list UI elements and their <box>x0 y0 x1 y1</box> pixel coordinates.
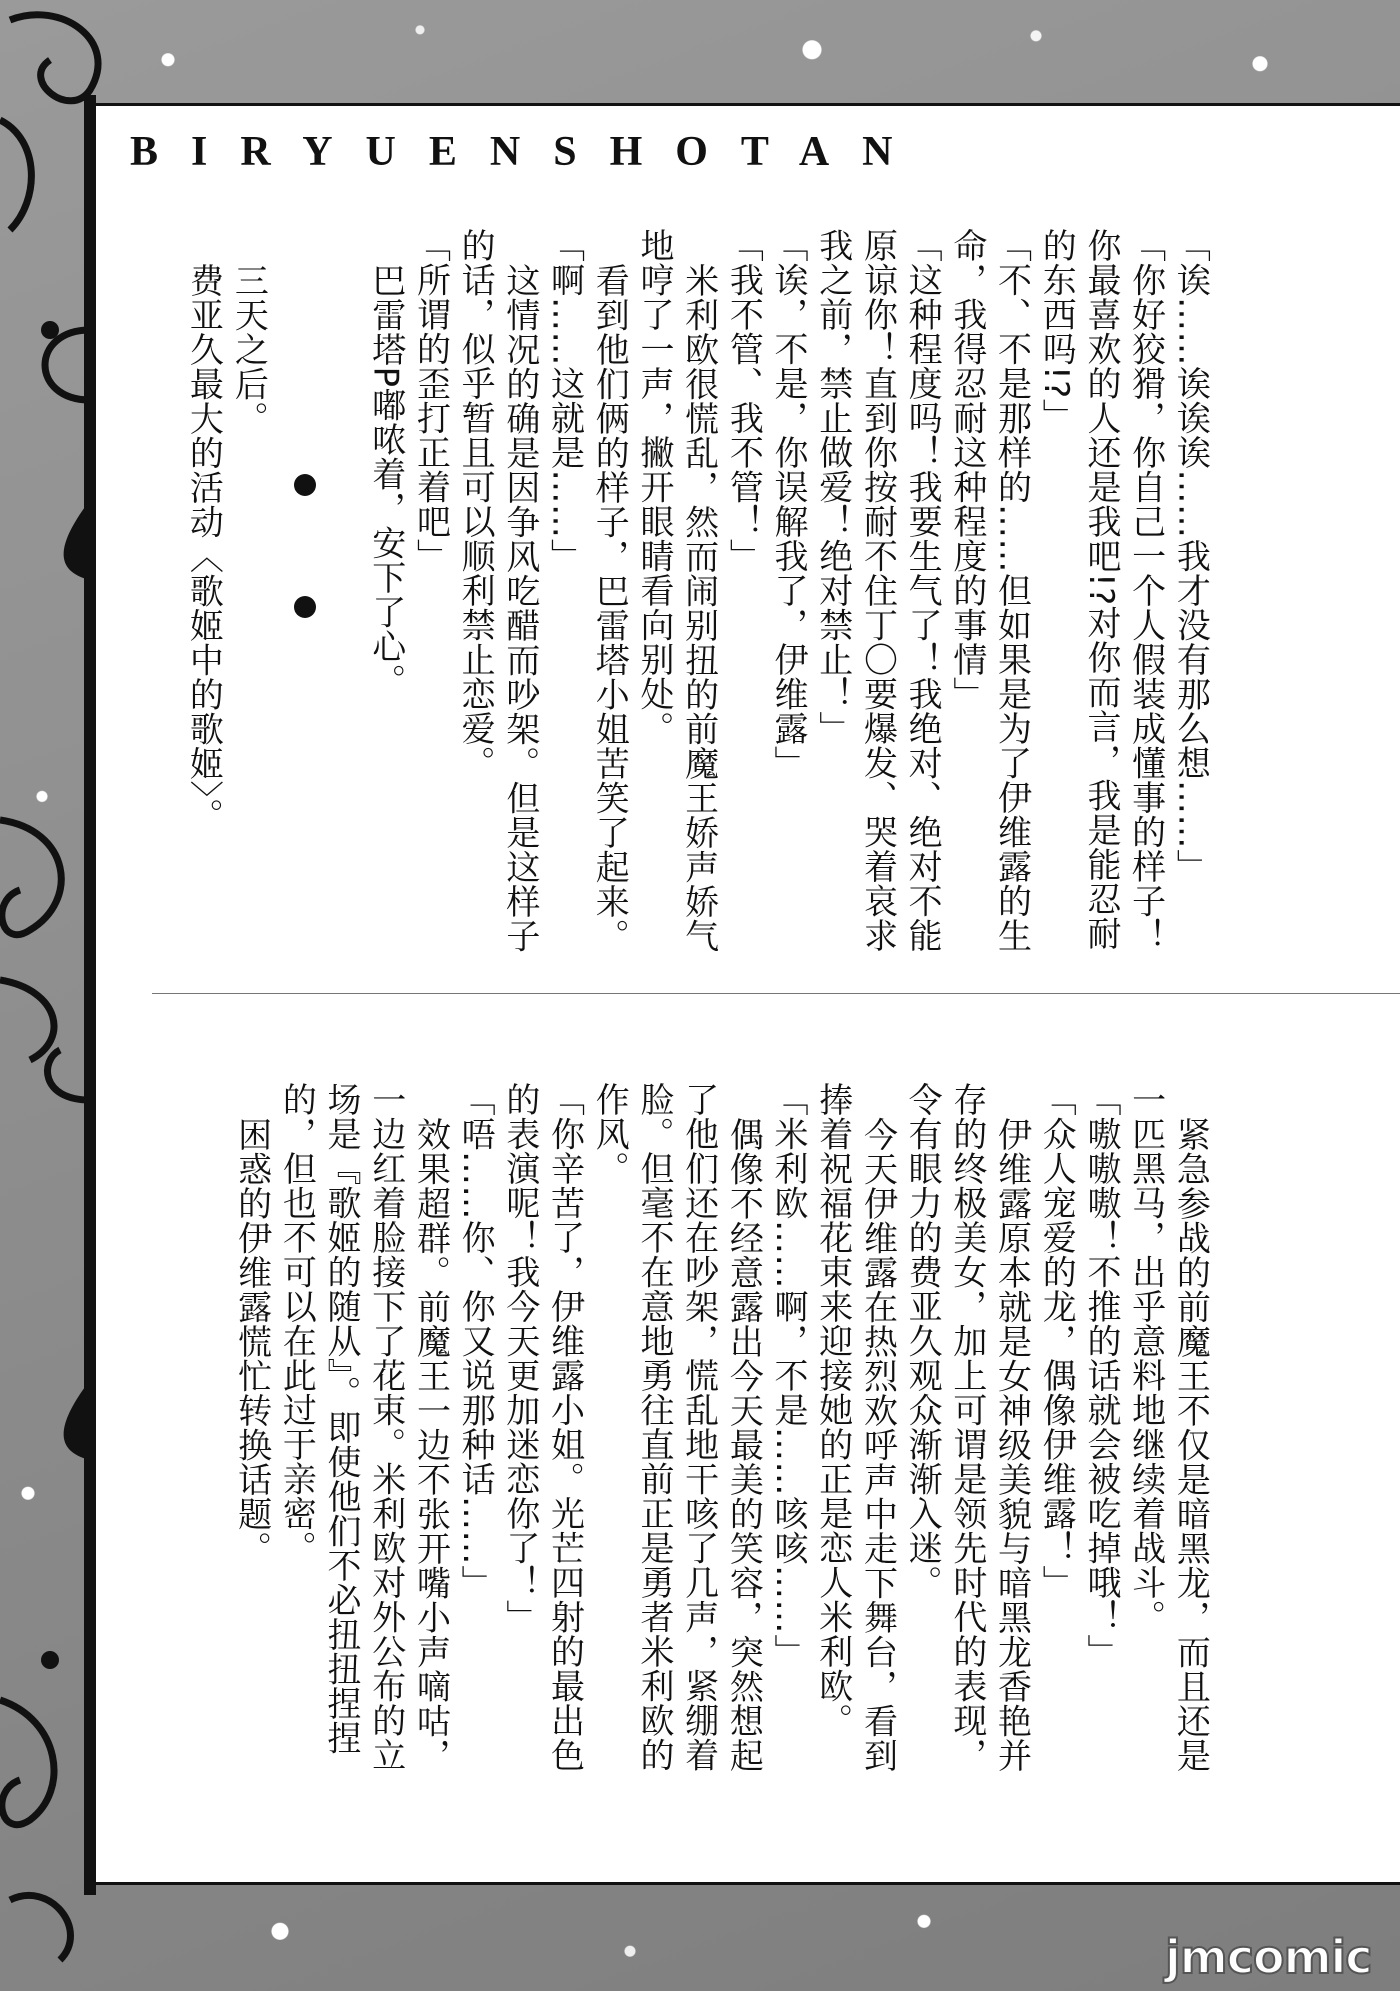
text-column: 三天之后。 <box>228 263 269 436</box>
text-column: 令有眼力的费亚久观众渐渐入迷。 <box>902 1082 943 1600</box>
text-column: 命，我得忍耐这种程度的事情」 <box>946 228 987 711</box>
page-border-bar <box>84 95 96 1895</box>
text-column: 「诶……诶诶诶……我才没有那么想……」 <box>1170 228 1211 884</box>
text-column: 存的终极美女，加上可谓是领先时代的表现， <box>946 1082 987 1772</box>
text-column: 的话，似乎暂且可以顺利禁止恋爱。 <box>455 228 496 780</box>
text-column: 「啊……这就是……」 <box>544 228 585 573</box>
watermark: jmcomic <box>1165 1930 1372 1984</box>
text-column: 作风。 <box>589 1082 630 1186</box>
text-column: 「这种程度吗！我要生气了！我绝对、绝对不能 <box>902 228 943 953</box>
text-column: 的，但也不可以在此过于亲密。 <box>276 1082 317 1565</box>
text-column: 「唔……你、你又说那种话……」 <box>455 1082 496 1600</box>
text-column: 「我不管、我不管！」 <box>723 228 764 573</box>
text-column: 偶像不经意露出今天最美的笑容，突然想起 <box>723 1117 764 1773</box>
text-column: 「所谓的歪打正着吧」 <box>410 228 451 573</box>
text-column: 米利欧很慌乱，然而闹别扭的前魔王娇声娇气 <box>678 263 719 953</box>
scene-break-dot <box>294 474 316 496</box>
text-column: 脸。但毫不在意地勇往直前正是勇者米利欧的 <box>633 1082 674 1772</box>
text-column: 场是『歌姬的随从』。即使他们不必扭扭捏捏 <box>321 1082 362 1755</box>
text-column: 效果超群。前魔王一边不张开嘴小声嘀咕， <box>410 1117 451 1773</box>
text-column: 伊维露原本就是女神级美貌与暗黑龙香艳并 <box>991 1117 1032 1773</box>
section-divider <box>152 993 1400 994</box>
text-column: 「不、不是那样的……但如果是为了伊维露的生 <box>991 228 1032 953</box>
text-column: 今天伊维露在热烈欢呼声中走下舞台，看到 <box>857 1117 898 1773</box>
text-column: 一边红着脸接下了花束。米利欧对外公布的立 <box>365 1082 406 1772</box>
text-column: 困惑的伊维露慌忙转换话题。 <box>231 1117 272 1566</box>
text-column: 地哼了一声，撇开眼睛看向别处。 <box>633 228 674 746</box>
text-column: 这情况的确是因争风吃醋而吵架。但是这样子 <box>499 263 540 953</box>
text-column: 「米利欧……啊，不是……咳咳……」 <box>768 1082 809 1669</box>
text-column: 费亚久最大的活动〈歌姬中的歌姬〉。 <box>183 263 224 833</box>
text-column: 一匹黑马，出乎意料地继续着战斗。 <box>1125 1082 1166 1634</box>
text-column: 你最喜欢的人还是我吧!?对你而言，我是能忍耐 <box>1080 228 1121 951</box>
text-column: 我之前，禁止做爱！绝对禁止！」 <box>812 228 853 746</box>
scene-break-dot <box>294 596 316 618</box>
text-column: 的表演呢！我今天更加迷恋你了！」 <box>499 1082 540 1634</box>
text-column: 「嗷嗷嗷！不推的话就会被吃掉哦！」 <box>1080 1082 1121 1669</box>
text-column: 「诶，不是，你误解我了，伊维露」 <box>768 228 809 780</box>
text-column: 的东西吗!?」 <box>1036 228 1077 434</box>
text-column: 捧着祝福花束来迎接她的正是恋人米利欧。 <box>812 1082 853 1738</box>
text-column: 「众人宠爱的龙，偶像伊维露！」 <box>1036 1082 1077 1600</box>
running-header: BIRYUENSHOTAN <box>130 129 926 175</box>
text-column: 「你好狡猾，你自己一个人假装成懂事的样子！ <box>1125 228 1166 953</box>
text-column: 看到他们俩的样子，巴雷塔小姐苦笑了起来。 <box>589 263 630 953</box>
text-column: 原谅你！直到你按耐不住丁〇要爆发、哭着哀求 <box>857 228 898 953</box>
text-column: 了他们还在吵架，慌乱地干咳了几声，紧绷着 <box>678 1082 719 1772</box>
text-column: 「你辛苦了，伊维露小姐。光芒四射的最出色 <box>544 1082 585 1772</box>
text-column: 巴雷塔P嘟哝着，安下了心。 <box>365 263 406 699</box>
text-column: 紧急参战的前魔王不仅是暗黑龙，而且还是 <box>1170 1117 1211 1773</box>
